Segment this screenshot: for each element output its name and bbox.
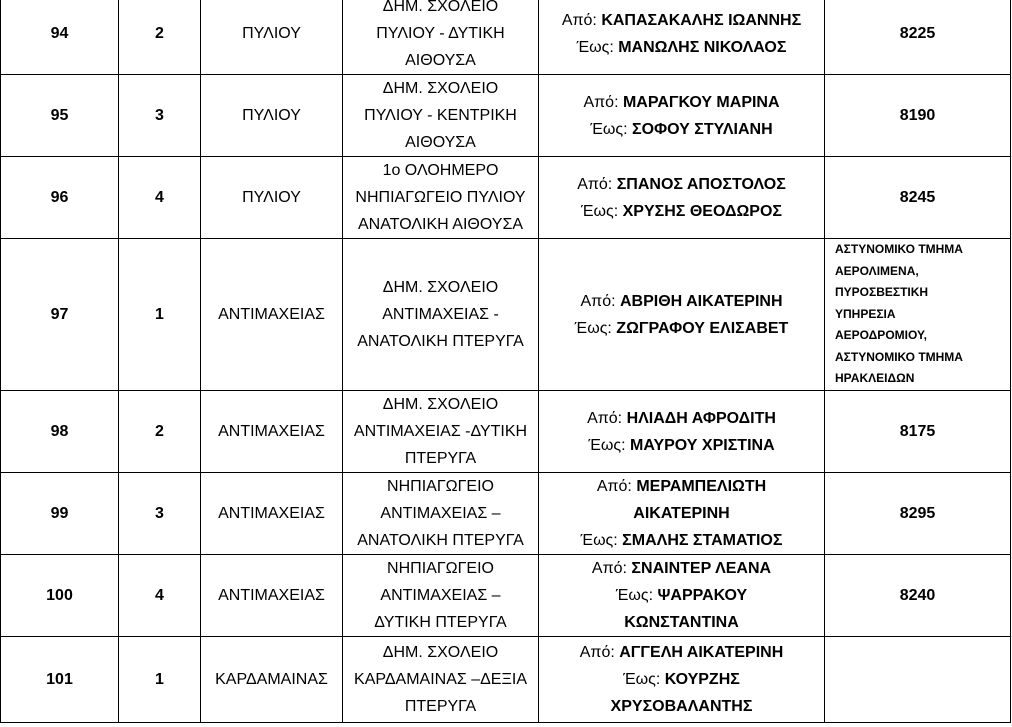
table-row xyxy=(1,555,1011,637)
location-line: ΑΙΘΟΥΣΑ xyxy=(405,52,476,69)
voter-range-cell xyxy=(539,391,825,473)
voter-surname: ΣΠΑΝΟΣ ΑΠΟΣΤΟΛΟΣ xyxy=(616,175,786,193)
section-number-cell: 3 xyxy=(119,473,201,555)
service-code-cell xyxy=(825,239,1011,391)
voter-range-line xyxy=(543,116,820,143)
voter-surname: ΧΡΥΣΟΒΑΛΑΝΤΗΣ xyxy=(610,698,753,715)
location-line: ΑΝΤΙΜΑΧΕΙΑΣ - xyxy=(382,306,499,323)
area-cell: ΑΝΤΙΜΑΧΕΙΑΣ xyxy=(201,391,343,473)
section-number-cell: 1 xyxy=(119,239,201,391)
voter-range-line xyxy=(543,666,820,693)
voter-surname: ΚΟΥΡΖΗΣ xyxy=(664,671,740,688)
voter-range-line xyxy=(543,432,820,459)
voter-surname: ΜΑΡΑΓΚΟΥ ΜΑΡΙΝΑ xyxy=(622,93,780,111)
range-label: Από: xyxy=(583,93,623,111)
voter-range-line xyxy=(543,473,820,500)
service-code-cell: 8245 xyxy=(825,157,1011,239)
voter-range-line xyxy=(543,527,820,554)
service-code-cell: 8175 xyxy=(825,391,1011,473)
location-cell xyxy=(343,75,539,157)
location-line: ΠΥΛΙΟΥ - ΔΥΤΙΚΗ xyxy=(376,25,505,42)
voter-range-line xyxy=(543,500,820,527)
voter-range-cell xyxy=(539,637,825,723)
table-row xyxy=(1,473,1011,555)
location-line: ΔΗΜ. ΣΧΟΛΕΙΟ xyxy=(382,396,499,413)
location-line: ΔΥΤΙΚΗ ΠΤΕΡΥΓΑ xyxy=(374,614,507,631)
table-body xyxy=(1,0,1011,723)
voter-range-cell xyxy=(539,555,825,637)
station-number-cell: 94 xyxy=(1,0,119,75)
location-line: ΑΝΑΤΟΛΙΚΗ ΠΤΕΡΥΓΑ xyxy=(357,532,524,549)
location-line: ΠΥΛΙΟΥ - ΚΕΝΤΡΙΚΗ xyxy=(364,107,517,124)
service-code-cell: 8240 xyxy=(825,555,1011,637)
location-line: ΑΝΤΙΜΑΧΕΙΑΣ – xyxy=(380,505,501,522)
table-row xyxy=(1,239,1011,391)
table-row xyxy=(1,157,1011,239)
location-line: 1ο ΟΛΟΗΜΕΡΟ xyxy=(382,162,499,179)
service-code-cell xyxy=(825,637,1011,723)
range-label: Από: xyxy=(587,409,627,427)
range-label: Από: xyxy=(577,175,617,193)
location-cell xyxy=(343,391,539,473)
area-cell: ΠΥΛΙΟΥ xyxy=(201,75,343,157)
range-label: Έως: xyxy=(588,436,631,454)
station-number-cell: 99 xyxy=(1,473,119,555)
service-line: ΑΕΡΟΔΡΟΜΙΟΥ, xyxy=(835,328,927,343)
location-line: ΠΤΕΡΥΓΑ xyxy=(404,450,477,467)
location-line: ΑΝΤΙΜΑΧΕΙΑΣ – xyxy=(380,587,501,604)
range-label: Έως: xyxy=(615,587,658,604)
location-cell xyxy=(343,239,539,391)
voter-range-cell xyxy=(539,0,825,75)
voter-surname: ΜΑΝΩΛΗΣ ΝΙΚΟΛΑΟΣ xyxy=(618,38,787,56)
voter-range-cell xyxy=(539,473,825,555)
voter-surname: ΗΛΙΑΔΗ ΑΦΡΟΔΙΤΗ xyxy=(626,409,776,427)
range-label: Από: xyxy=(580,292,620,310)
location-line: ΝΗΠΙΑΓΩΓΕΙΟ ΠΥΛΙΟΥ xyxy=(355,189,526,206)
table-row xyxy=(1,0,1011,75)
service-code-cell: 8190 xyxy=(825,75,1011,157)
location-line: ΝΗΠΙΑΓΩΓΕΙΟ xyxy=(387,560,494,577)
voter-surname: ΚΑΠΑΣΑΚΑΛΗΣ ΙΩΑΝΝΗΣ xyxy=(601,11,802,29)
range-label: Από: xyxy=(579,644,620,661)
location-line: ΠΤΕΡΥΓΑ xyxy=(404,698,477,715)
voter-surname: ΜΑΥΡΟΥ ΧΡΙΣΤΙΝΑ xyxy=(630,436,775,454)
service-line: ΥΠΗΡΕΣΙΑ xyxy=(835,306,896,321)
range-label: Από: xyxy=(591,560,632,577)
area-cell: ΑΝΤΙΜΑΧΕΙΑΣ xyxy=(201,239,343,391)
location-cell xyxy=(343,157,539,239)
service-code-cell: 8225 xyxy=(825,0,1011,75)
area-cell: ΠΥΛΙΟΥ xyxy=(201,157,343,239)
station-number-cell: 100 xyxy=(1,555,119,637)
voter-surname: ΜΕΡΑΜΠΕΛΙΩΤΗ xyxy=(636,478,767,495)
table-row xyxy=(1,637,1011,723)
location-line: ΔΗΜ. ΣΧΟΛΕΙΟ xyxy=(382,279,499,296)
station-number-cell: 97 xyxy=(1,239,119,391)
voter-surname: ΑΓΓΕΛΗ ΑΙΚΑΤΕΡΙΝΗ xyxy=(619,644,784,661)
area-cell: ΠΥΛΙΟΥ xyxy=(201,0,343,75)
location-line: ΚΑΡΔΑΜΑΙΝΑΣ –ΔΕΞΙΑ xyxy=(354,671,527,688)
voter-surname: ΑΒΡΙΘΗ ΑΙΚΑΤΕΡΙΝΗ xyxy=(619,292,783,310)
location-line: ΑΝΤΙΜΑΧΕΙΑΣ -ΔΥΤΙΚΗ xyxy=(353,423,528,440)
service-line: ΠΥΡΟΣΒΕΣΤΙΚΗ xyxy=(835,285,929,300)
range-label: Έως: xyxy=(580,532,623,549)
voter-surname: ΧΡΥΣΗΣ ΘΕΟΔΩΡΟΣ xyxy=(622,202,783,220)
service-line: ΑΣΤΥΝΟΜΙΚΟ ΤΜΗΜΑ xyxy=(835,349,963,364)
range-label: Έως: xyxy=(576,38,619,56)
voter-range-cell xyxy=(539,239,825,391)
voter-range-line xyxy=(543,89,820,116)
voter-range-line xyxy=(543,639,820,666)
area-cell: ΑΝΤΙΜΑΧΕΙΑΣ xyxy=(201,473,343,555)
voter-range-line xyxy=(543,555,820,582)
location-cell xyxy=(343,473,539,555)
service-line: ΑΣΤΥΝΟΜΙΚΟ ΤΜΗΜΑ xyxy=(835,242,963,257)
voter-range-line xyxy=(543,7,820,34)
voter-range-line xyxy=(543,693,820,720)
section-number-cell: 2 xyxy=(119,391,201,473)
voter-range-line xyxy=(543,198,820,225)
voter-range-cell xyxy=(539,157,825,239)
voter-range-cell xyxy=(539,75,825,157)
section-number-cell: 2 xyxy=(119,0,201,75)
voter-range-line xyxy=(543,171,820,198)
range-label: Έως: xyxy=(580,202,623,220)
area-cell: ΑΝΤΙΜΑΧΕΙΑΣ xyxy=(201,555,343,637)
table-row xyxy=(1,391,1011,473)
voter-range-line xyxy=(543,609,820,636)
range-label: Έως: xyxy=(574,319,617,337)
section-number-cell: 4 xyxy=(119,555,201,637)
voter-surname: ΑΙΚΑΤΕΡΙΝΗ xyxy=(633,505,730,522)
range-label: Έως: xyxy=(590,120,632,138)
service-line: ΗΡΑΚΛΕΙΔΩΝ xyxy=(835,371,915,386)
voter-range-line xyxy=(543,288,820,315)
location-line: ΑΝΑΤΟΛΙΚΗ ΑΙΘΟΥΣΑ xyxy=(358,216,523,233)
voter-surname: ΖΩΓΡΑΦΟΥ ΕΛΙΣΑΒΕΤ xyxy=(616,319,789,337)
voter-surname: ΣΟΦΟΥ ΣΤΥΛΙΑΝΗ xyxy=(631,120,773,138)
location-line: ΔΗΜ. ΣΧΟΛΕΙΟ xyxy=(382,80,499,97)
station-number-cell: 98 xyxy=(1,391,119,473)
location-cell xyxy=(343,0,539,75)
location-cell xyxy=(343,555,539,637)
service-line: ΑΕΡΟΛΙΜΕΝΑ, xyxy=(835,263,919,278)
section-number-cell: 1 xyxy=(119,637,201,723)
voter-surname: ΣΝΑΙΝΤΕΡ ΛΕΑΝΑ xyxy=(631,560,772,577)
location-line: ΑΙΘΟΥΣΑ xyxy=(405,134,476,151)
range-label: Από: xyxy=(561,11,602,29)
section-number-cell: 4 xyxy=(119,157,201,239)
section-number-cell: 3 xyxy=(119,75,201,157)
location-line: ΑΝΑΤΟΛΙΚΗ ΠΤΕΡΥΓΑ xyxy=(357,333,524,350)
location-line: ΔΗΜ. ΣΧΟΛΕΙΟ xyxy=(382,644,499,661)
station-number-cell: 95 xyxy=(1,75,119,157)
station-number-cell: 96 xyxy=(1,157,119,239)
voter-surname: ΣΜΑΛΗΣ ΣΤΑΜΑΤΙΟΣ xyxy=(622,532,783,549)
voter-surname: ΨΑΡΡΑΚΟΥ xyxy=(657,587,748,604)
voter-range-line xyxy=(543,582,820,609)
range-label: Έως: xyxy=(623,671,665,688)
service-code-cell: 8295 xyxy=(825,473,1011,555)
area-cell: ΚΑΡΔΑΜΑΙΝΑΣ xyxy=(201,637,343,723)
range-label: Από: xyxy=(596,478,637,495)
voter-range-line xyxy=(543,405,820,432)
voter-range-line xyxy=(543,34,820,61)
voter-surname: ΚΩΝΣΤΑΝΤΙΝΑ xyxy=(624,614,739,631)
table-row xyxy=(1,75,1011,157)
location-line: ΝΗΠΙΑΓΩΓΕΙΟ xyxy=(387,478,494,495)
voter-range-line xyxy=(543,315,820,342)
location-cell xyxy=(343,637,539,723)
station-number-cell: 101 xyxy=(1,637,119,723)
location-line: ΔΗΜ. ΣΧΟΛΕΙΟ xyxy=(382,0,499,15)
